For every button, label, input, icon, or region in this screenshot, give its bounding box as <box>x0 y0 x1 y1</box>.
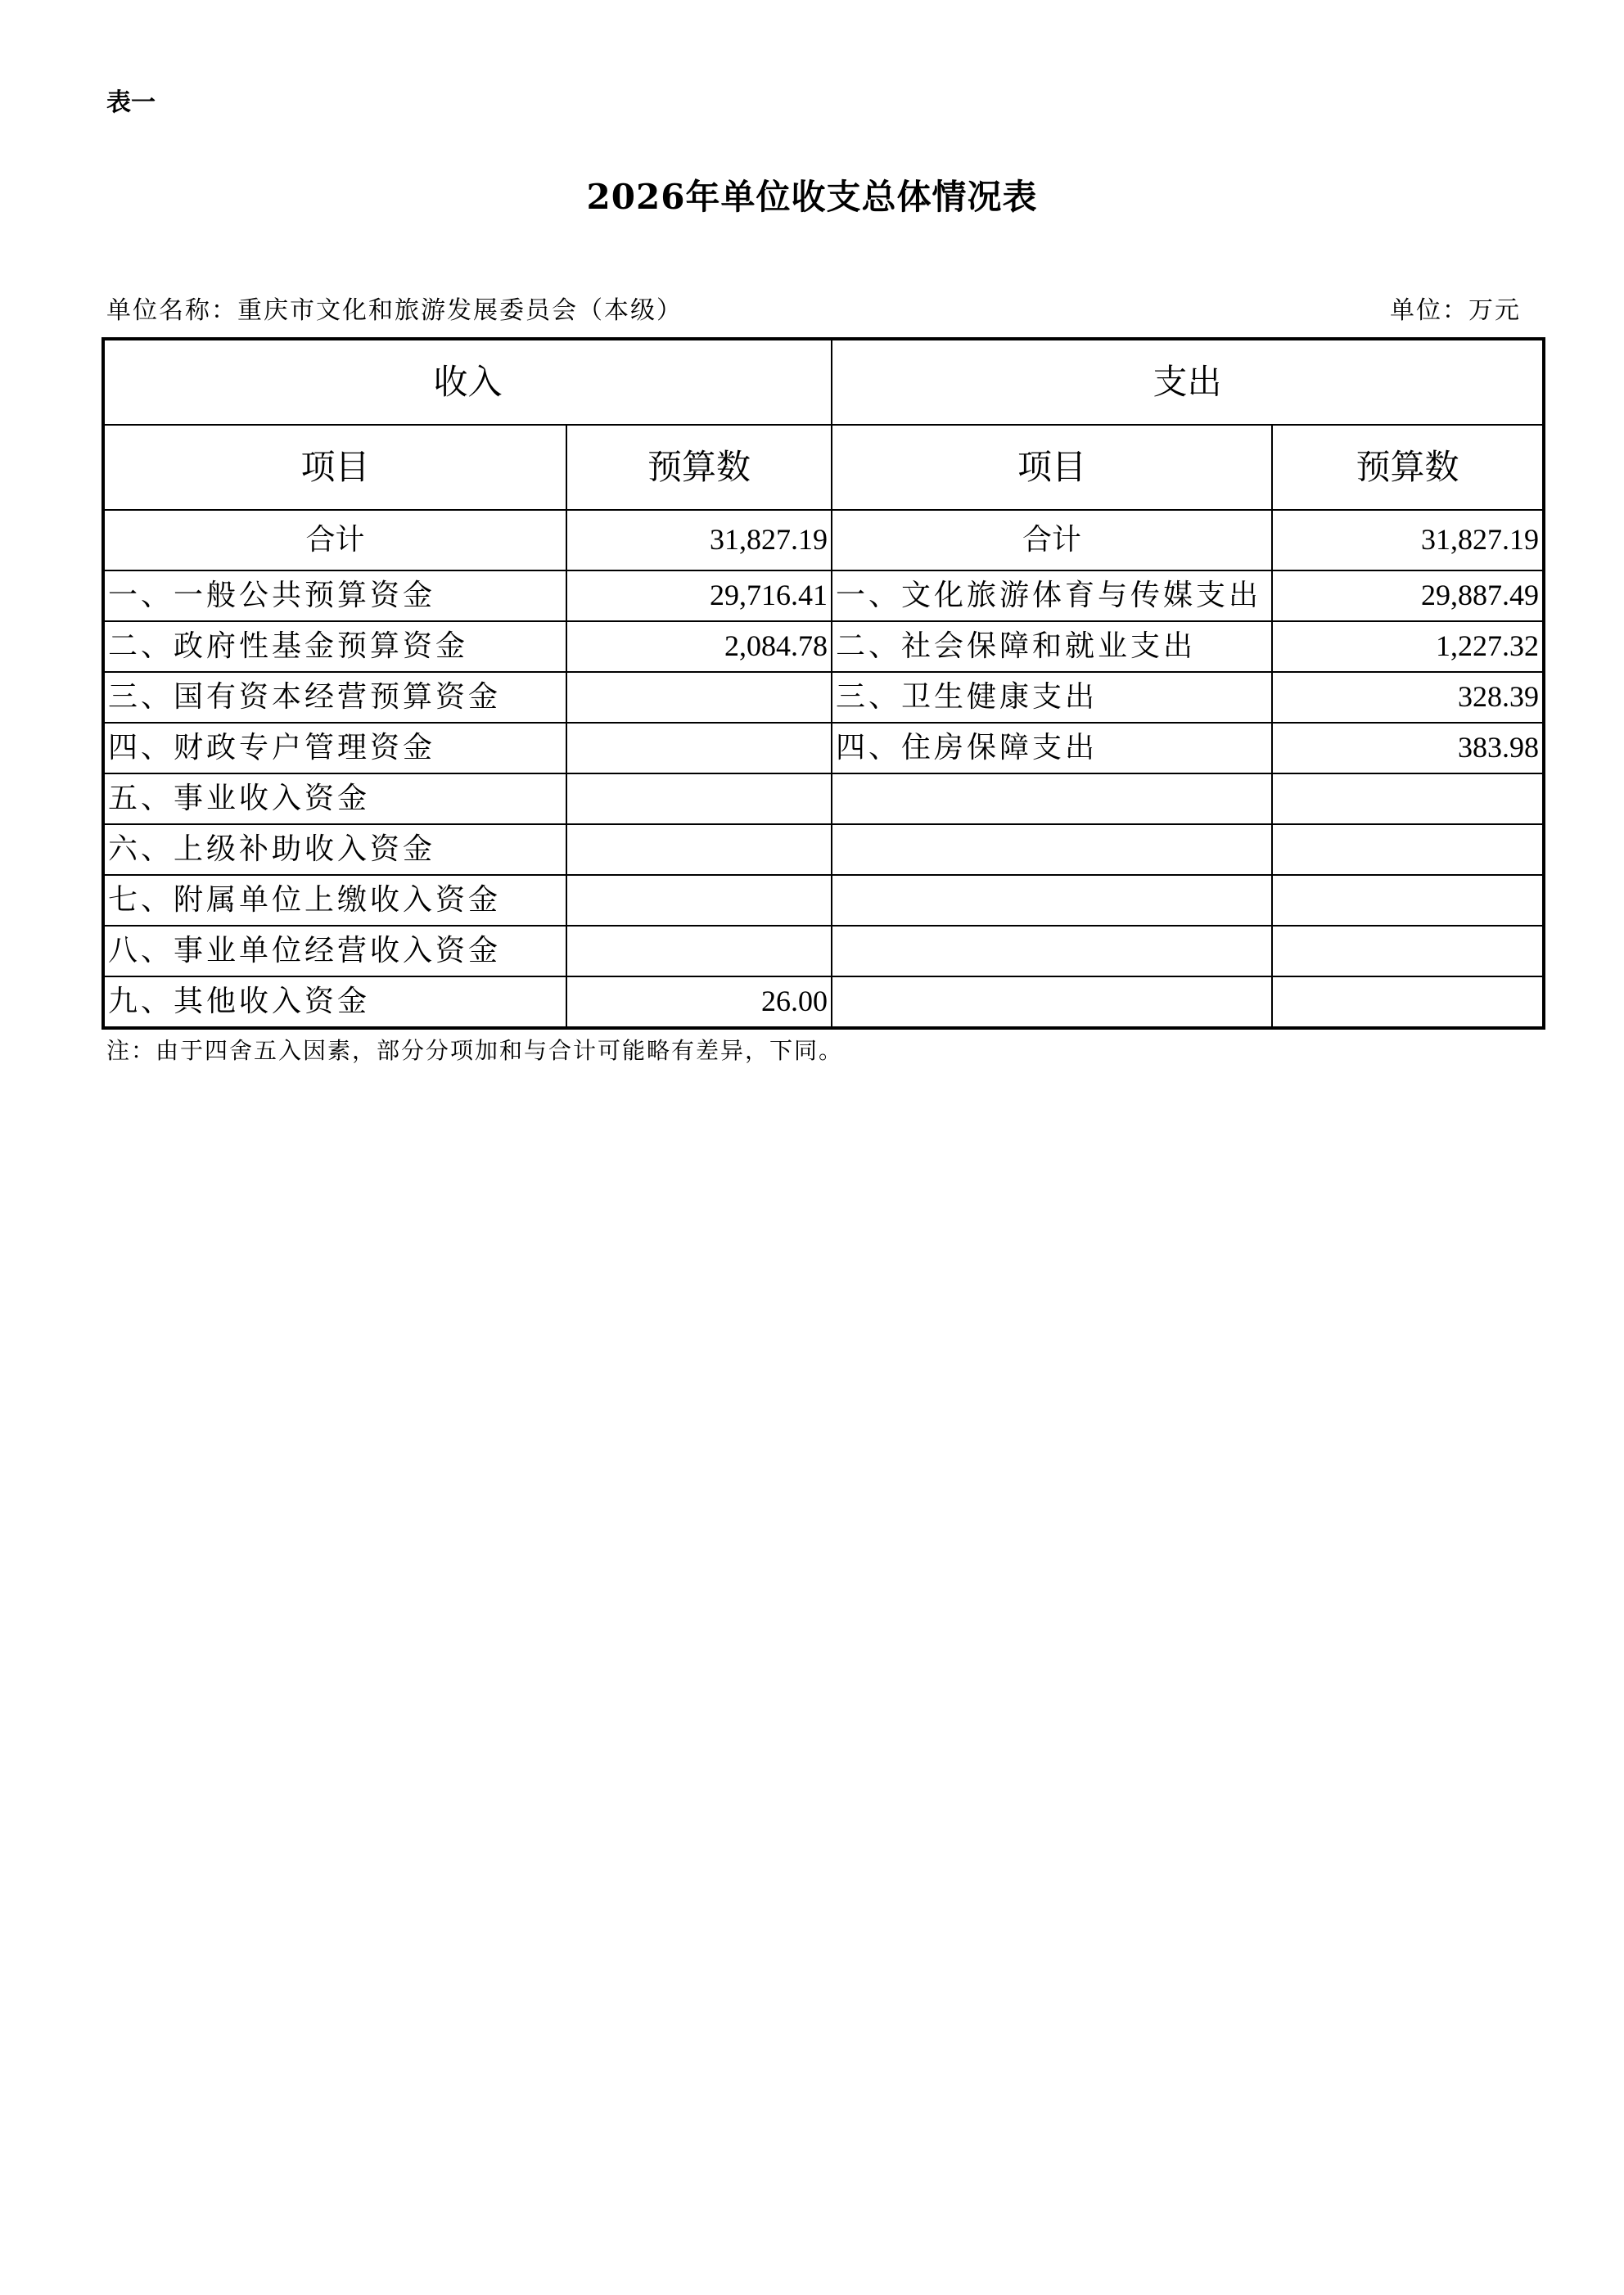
income-item: 三、国有资本经营预算资金 <box>103 672 566 723</box>
budget-table <box>102 337 1545 1030</box>
expense-item: 一、文化旅游体育与传媒支出 <box>832 570 1272 621</box>
footnote: 注：由于四舍五入因素，部分分项加和与合计可能略有差异，下同。 <box>106 1037 844 1064</box>
income-item: 六、上级补助收入资金 <box>103 824 566 875</box>
income-value <box>566 875 832 926</box>
expense-item: 四、住房保障支出 <box>832 723 1272 773</box>
expense-total-label: 合计 <box>832 510 1272 570</box>
expense-value <box>1272 824 1544 875</box>
table-number-label: 表一 <box>106 88 156 117</box>
income-value <box>566 824 832 875</box>
expense-value: 29,887.49 <box>1272 570 1544 621</box>
table-row <box>103 824 1544 875</box>
document-title: 2026年单位收支总体情况表 <box>586 177 1038 217</box>
income-value: 2,084.78 <box>566 621 832 672</box>
expense-item: 三、卫生健康支出 <box>832 672 1272 723</box>
expense-item <box>832 773 1272 824</box>
income-value <box>566 672 832 723</box>
income-item: 一、一般公共预算资金 <box>103 570 566 621</box>
income-item-header: 项目 <box>103 425 566 510</box>
expense-value: 383.98 <box>1272 723 1544 773</box>
total-row <box>103 510 1544 570</box>
income-item: 七、附属单位上缴收入资金 <box>103 875 566 926</box>
income-total-label: 合计 <box>103 510 566 570</box>
section-header-row <box>103 339 1544 425</box>
expense-item: 二、社会保障和就业支出 <box>832 621 1272 672</box>
income-value: 26.00 <box>566 976 832 1028</box>
income-budget-header: 预算数 <box>566 425 832 510</box>
income-item: 四、财政专户管理资金 <box>103 723 566 773</box>
table-row <box>103 773 1544 824</box>
table-row <box>103 926 1544 976</box>
expense-value <box>1272 926 1544 976</box>
income-total-value: 31,827.19 <box>566 510 832 570</box>
unit-name: 单位名称：重庆市文化和旅游发展委员会（本级） <box>106 296 683 325</box>
income-item: 五、事业收入资金 <box>103 773 566 824</box>
income-item: 九、其他收入资金 <box>103 976 566 1028</box>
expense-header: 支出 <box>832 339 1544 425</box>
income-value: 29,716.41 <box>566 570 832 621</box>
income-item: 二、政府性基金预算资金 <box>103 621 566 672</box>
expense-budget-header: 预算数 <box>1272 425 1544 510</box>
income-value <box>566 773 832 824</box>
expense-value: 328.39 <box>1272 672 1544 723</box>
table-row <box>103 672 1544 723</box>
expense-value <box>1272 976 1544 1028</box>
expense-item <box>832 875 1272 926</box>
income-item: 八、事业单位经营收入资金 <box>103 926 566 976</box>
income-header: 收入 <box>103 339 832 425</box>
expense-total-value: 31,827.19 <box>1272 510 1544 570</box>
income-value <box>566 723 832 773</box>
currency-unit-label: 单位：万元 <box>1390 296 1521 325</box>
expense-item <box>832 976 1272 1028</box>
table-row <box>103 621 1544 672</box>
table-row <box>103 570 1544 621</box>
table-row <box>103 976 1544 1028</box>
table-row <box>103 875 1544 926</box>
column-header-row <box>103 425 1544 510</box>
expense-value <box>1272 773 1544 824</box>
expense-value: 1,227.32 <box>1272 621 1544 672</box>
income-value <box>566 926 832 976</box>
expense-item-header: 项目 <box>832 425 1272 510</box>
expense-value <box>1272 875 1544 926</box>
table-row <box>103 723 1544 773</box>
expense-item <box>832 926 1272 976</box>
expense-item <box>832 824 1272 875</box>
